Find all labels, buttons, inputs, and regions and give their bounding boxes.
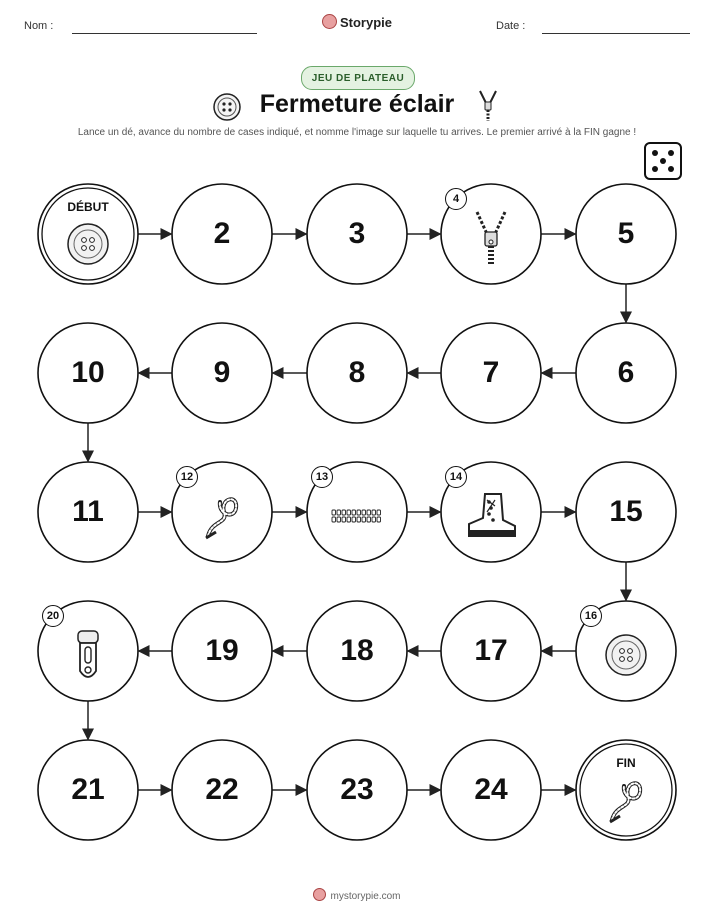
name-label: Nom :	[24, 20, 54, 32]
cell-number: 24	[474, 773, 508, 806]
cell-number: 18	[340, 634, 374, 667]
brand-name: Storypie	[339, 15, 392, 30]
cell-number: 22	[205, 773, 239, 806]
cell-number: 21	[71, 773, 105, 806]
cell-number: 6	[617, 356, 635, 389]
cell-number-badge: 4	[445, 188, 467, 210]
cell-number-badge: 13	[311, 466, 333, 488]
board-cell-1	[38, 184, 138, 284]
cell-number: 11	[72, 495, 104, 528]
date-label: Date :	[496, 20, 526, 32]
zipper-pull-icon	[78, 631, 98, 677]
cell-number-badge: 20	[42, 605, 64, 627]
cell-number: 10	[71, 356, 105, 389]
cell-number-badge: 14	[445, 466, 467, 488]
cell-number: 5	[617, 217, 635, 250]
cell-number: 7	[482, 356, 500, 389]
end-label: FIN	[616, 756, 636, 770]
cell-number: 2	[213, 217, 231, 250]
footer	[0, 888, 714, 902]
board-cell-25	[576, 740, 676, 840]
game-type-badge: JEU DE PLATEAU	[301, 66, 415, 90]
page-title: Fermeture éclair	[259, 90, 455, 118]
cell-number: 3	[348, 217, 366, 250]
cell-number: 15	[609, 495, 643, 528]
cell-number-badge: 12	[176, 466, 198, 488]
cell-number: 19	[205, 634, 239, 667]
cell-number: 17	[474, 634, 508, 667]
cell-number: 9	[213, 356, 231, 389]
instructions: Lance un dé, avance du nombre de cases indiqué, et nomme l'image sur laquelle tu arrives. Le premier arrivé à la FIN gagne !	[77, 127, 637, 138]
footer-url: mystorypie.com	[330, 891, 401, 902]
cell-number: 23	[340, 773, 374, 806]
cell-number-badge: 16	[580, 605, 602, 627]
button-icon	[68, 224, 108, 264]
button-icon	[606, 635, 646, 675]
cell-number: 8	[348, 356, 366, 389]
start-label: DÉBUT	[67, 200, 109, 214]
mascot-icon	[313, 888, 326, 901]
